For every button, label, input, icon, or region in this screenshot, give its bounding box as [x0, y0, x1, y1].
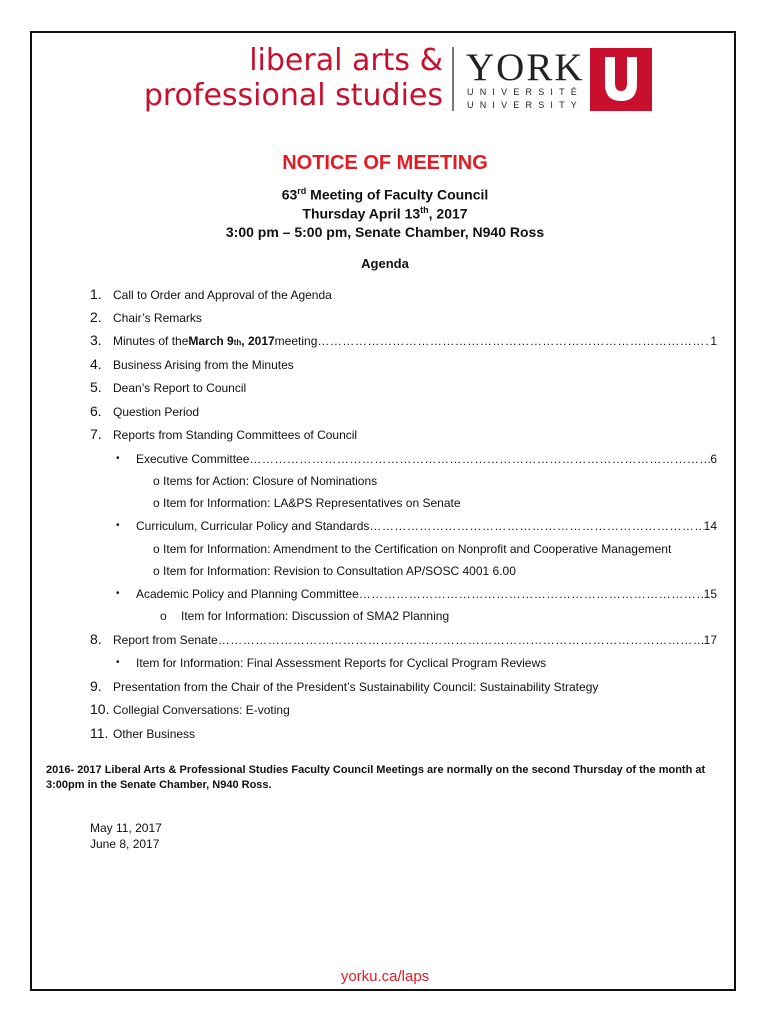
logo-line-1: liberal arts & [249, 43, 443, 78]
item-number: 5. [90, 379, 102, 395]
subitem: Item for Information: Final Assessment Reports for Cyclical Program Reviews [136, 656, 547, 670]
item-number: 7. [90, 426, 102, 442]
agenda-heading: Agenda [361, 256, 409, 271]
item-number: 6. [90, 403, 102, 419]
logo-line-2: professional studies [143, 78, 443, 113]
item-number: 1. [90, 286, 102, 302]
subitem: o Item for Information: Amendment to the Certification on Nonprofit and Cooperative Management [153, 542, 672, 556]
website-link[interactable]: yorku.ca/laps [340, 968, 430, 985]
bullet-marker: • [116, 588, 120, 599]
agenda-item-7: Reports from Standing Committees of Council [113, 428, 358, 442]
york-u-logo-icon [590, 48, 652, 111]
subitem-marker: o [160, 609, 167, 623]
bullet-marker: • [116, 453, 120, 464]
agenda-item-8: Report from Senate ………………………………………………………………………………………………………………………………………………………… 17 [113, 634, 717, 646]
page-ref: 17 [703, 633, 717, 647]
page-ref: 1 [710, 334, 717, 348]
item-number: 11. [90, 725, 109, 741]
agenda-item-6: Question Period [113, 405, 200, 419]
meeting-time-location: 3:00 pm – 5:00 pm, Senate Chamber, N940 Ross [225, 224, 545, 240]
date-entry: June 8, 2017 [90, 837, 160, 851]
meeting-date: Thursday April 13th, 2017 [302, 205, 468, 222]
item-number: 8. [90, 631, 102, 647]
york-universite: UNIVERSITÉ [467, 87, 584, 97]
page-ref: 14 [703, 519, 717, 533]
subitem: o Item for Information: LA&PS Representatives on Senate [153, 496, 461, 510]
agenda-item-4: Business Arising from the Minutes [113, 358, 294, 372]
bullet-marker: • [116, 520, 120, 531]
committee-academic-policy: Academic Policy and Planning Committee ………………………………………………………………………………………………………………………………………………………… 15 [136, 588, 717, 600]
agenda-item-9: Presentation from the Chair of the President’s Sustainability Council: Sustainability Strategy [113, 680, 599, 694]
meeting-number: 63rd Meeting of Faculty Council [281, 186, 489, 203]
date-entry: May 11, 2017 [90, 821, 162, 835]
item-number: 9. [90, 678, 102, 694]
agenda-item-10: Collegial Conversations: E-voting [113, 703, 290, 717]
agenda-item-2: Chair’s Remarks [113, 311, 202, 325]
agenda-item-1: Call to Order and Approval of the Agenda [113, 288, 332, 302]
agenda-item-11: Other Business [113, 727, 196, 741]
bullet-marker: • [116, 657, 120, 668]
page-ref: 15 [703, 587, 717, 601]
committee-curriculum: Curriculum, Curricular Policy and Standards ………………………………………………………………………………………………………………………………………………………… 14 [136, 520, 717, 532]
agenda-item-5: Dean’s Report to Council [113, 381, 247, 395]
york-wordmark: YORK [466, 46, 585, 89]
logo-divider [452, 47, 454, 111]
york-university: UNIVERSITY [467, 100, 584, 110]
subitem: Item for Information: Discussion of SMA2 Planning [181, 609, 450, 623]
subitem: o Items for Action: Closure of Nominations [153, 474, 378, 488]
item-number: 2. [90, 309, 102, 325]
item-number: 10. [90, 701, 110, 717]
committee-executive: Executive Committee ………………………………………………………………………………………………………………………………………………………… 6 [136, 453, 717, 465]
page-title: NOTICE OF MEETING [282, 152, 488, 174]
meeting-schedule-note: 2016- 2017 Liberal Arts & Professional Studies Faculty Council Meetings are normally on the second Thursday of the month at 3:00pm in the Senate Chamber, N940 Ross. [46, 764, 706, 791]
item-number: 4. [90, 356, 102, 372]
item-number: 3. [90, 332, 102, 348]
subitem: o Item for Information: Revision to Consultation AP/SOSC 4001 6.00 [153, 564, 516, 578]
page-ref: 6 [710, 452, 717, 466]
future-meeting-dates [90, 820, 162, 852]
laps-logo [107, 43, 443, 113]
agenda-item-3: Minutes of the March 9 th , 2017 meeting ………………………………………………………………………………………………………………………………………………………… 1 [113, 335, 717, 347]
